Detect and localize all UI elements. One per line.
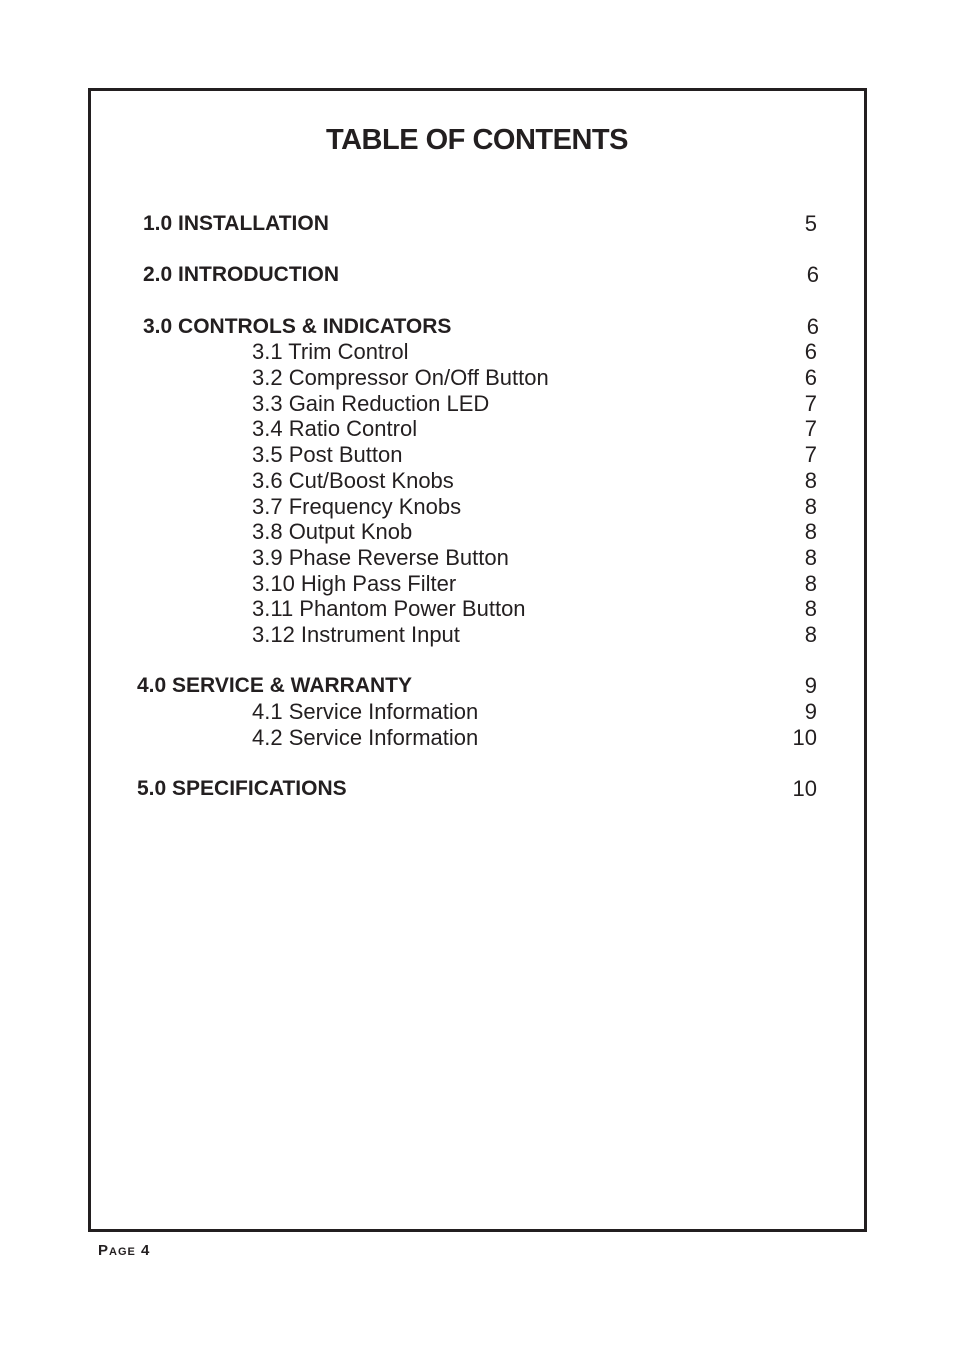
toc-entry-page: 6 xyxy=(806,314,819,339)
toc-entry-service-information-2[interactable] xyxy=(0,723,954,753)
toc-entry-label: 3.5 Post Button xyxy=(252,442,403,467)
toc-entry-label: 3.7 Frequency Knobs xyxy=(252,494,462,519)
toc-entry-page: 8 xyxy=(804,519,817,544)
toc-entry-label: 3.2 Compressor On/Off Button xyxy=(252,365,549,390)
toc-entry-page: 10 xyxy=(792,776,817,801)
toc-entry-label: 4.2 Service Information xyxy=(252,725,479,750)
toc-entry-label: 2.0 INTRODUCTION xyxy=(143,263,340,286)
toc-entry-label: 3.12 Instrument Input xyxy=(252,622,460,647)
page-number-footer: Page 4 xyxy=(98,1242,151,1259)
toc-entry-page: 8 xyxy=(804,545,817,570)
toc-entry-label: 3.1 Trim Control xyxy=(252,339,409,364)
toc-entry-page: 6 xyxy=(804,339,817,364)
toc-entry-installation[interactable] xyxy=(0,209,954,239)
toc-entry-label: 3.10 High Pass Filter xyxy=(252,571,457,596)
toc-entry-page: 8 xyxy=(804,494,817,519)
toc-entry-label: 5.0 SPECIFICATIONS xyxy=(137,777,347,800)
toc-entry-page: 6 xyxy=(804,365,817,390)
toc-entry-label: 4.1 Service Information xyxy=(252,699,479,724)
toc-entry-page: 7 xyxy=(804,442,817,467)
toc-entry-label: 3.6 Cut/Boost Knobs xyxy=(252,468,454,493)
toc-entry-label: 3.4 Ratio Control xyxy=(252,416,418,441)
toc-entry-page: 8 xyxy=(804,622,817,647)
toc-entry-page: 8 xyxy=(804,596,817,621)
page-title: TABLE OF CONTENTS xyxy=(326,124,628,156)
toc-entry-label: 3.11 Phantom Power Button xyxy=(252,596,526,621)
toc-entry-label: 3.9 Phase Reverse Button xyxy=(252,545,509,570)
toc-entry-introduction[interactable] xyxy=(0,260,954,290)
toc-entry-specifications[interactable] xyxy=(0,774,954,804)
toc-entry-label: 3.0 CONTROLS & INDICATORS xyxy=(143,315,452,338)
toc-entry-label: 3.8 Output Knob xyxy=(252,519,413,544)
toc-entry-page: 5 xyxy=(804,211,817,236)
toc-entry-page: 7 xyxy=(804,416,817,441)
toc-entry-page: 9 xyxy=(804,673,817,698)
toc-entry-page: 8 xyxy=(804,468,817,493)
toc-entry-page: 8 xyxy=(804,571,817,596)
toc-entry-page: 7 xyxy=(804,391,817,416)
toc-entry-page: 9 xyxy=(804,699,817,724)
toc-entry-label: 1.0 INSTALLATION xyxy=(143,212,329,235)
toc-entry-label: 3.3 Gain Reduction LED xyxy=(252,391,490,416)
toc-entry-instrument-input[interactable] xyxy=(0,620,954,650)
toc-entry-label: 4.0 SERVICE & WARRANTY xyxy=(137,674,412,697)
toc-entry-page: 6 xyxy=(806,262,819,287)
toc-entry-page: 10 xyxy=(792,725,817,750)
